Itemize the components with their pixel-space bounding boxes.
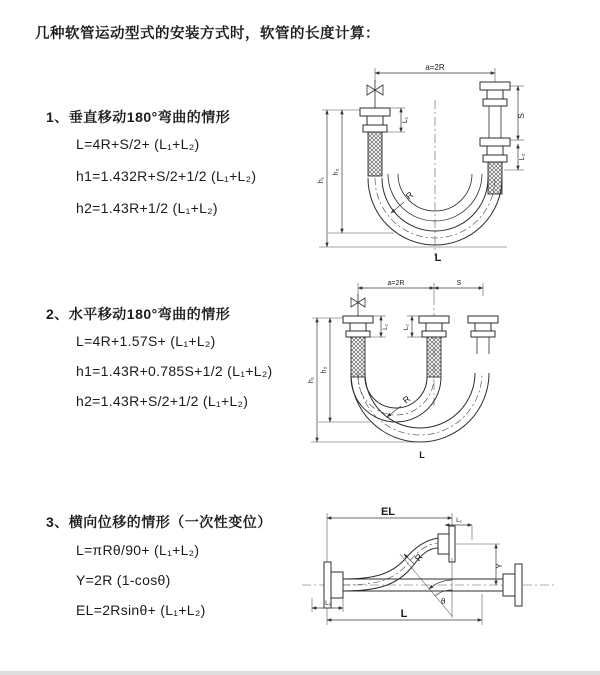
dim-label-a2r: a=2R xyxy=(425,63,445,72)
displaced-flange xyxy=(438,526,455,562)
radius-label: R xyxy=(400,393,413,406)
section-1-heading: 1、垂直移动180°弯曲的情形 xyxy=(46,109,231,125)
dim-label-el: EL xyxy=(380,506,396,518)
dim-label-y: Y xyxy=(495,563,504,569)
diagram-lateral-displacement xyxy=(300,498,598,664)
section-1-formula-h2: h2=1.43R+1/2 (L₁+L₂) xyxy=(76,200,218,216)
middle-flange xyxy=(419,316,449,377)
length-label: L xyxy=(400,608,408,620)
section-2-formula-h1: h1=1.43R+0.785S+1/2 (L₁+L₂) xyxy=(76,363,273,379)
dim-label-h2: h₂ xyxy=(321,366,328,374)
right-upper-flange xyxy=(480,82,510,138)
dim-label-l1: L₁ xyxy=(382,324,389,330)
section-2-formula-l: L=4R+1.57S+ (L₁+L₂) xyxy=(76,333,216,349)
dim-label-l2: L₂ xyxy=(519,153,526,161)
dim-label-a2r: a=2R xyxy=(387,280,405,287)
section-3-formula-el: EL=2Rsinθ+ (L₁+L₂) xyxy=(76,602,206,618)
section-3-formula-l: L=πRθ/90+ (L₁+L₂) xyxy=(76,542,200,558)
dim-label-s: S xyxy=(456,280,462,287)
page-title: 几种软管运动型式的安装方式时，软管的长度计算： xyxy=(35,26,380,42)
dim-label-l2: L₂ xyxy=(403,323,410,331)
radius-label: R xyxy=(403,189,416,202)
diagram-vertical-180-bend xyxy=(312,62,590,264)
dim-label-s: S xyxy=(517,113,526,119)
section-3-heading: 3、横向位移的情形（一次性变位） xyxy=(46,514,272,530)
hose-braid xyxy=(427,337,441,377)
hose-u-bend-moved xyxy=(351,377,441,422)
valve-icon xyxy=(351,294,365,316)
radius-label: R xyxy=(412,551,425,564)
scan-edge xyxy=(0,671,600,675)
right-lower-flange xyxy=(480,138,510,194)
right-flange xyxy=(468,316,498,354)
dim-label-l1-bottom: L₁ xyxy=(325,600,331,607)
hose-s-curve xyxy=(343,538,438,591)
dim-label-l1-top: L₁ xyxy=(456,517,462,524)
section-3-formula-y: Y=2R (1-cosθ) xyxy=(76,572,171,588)
section-1-formula-l: L=4R+S/2+ (L₁+L₂) xyxy=(76,136,200,152)
angle-label: θ xyxy=(441,597,446,606)
right-flange-original xyxy=(503,564,522,606)
hose-braid xyxy=(488,162,502,194)
valve-icon xyxy=(367,80,383,108)
diagram-horizontal-180-bend xyxy=(308,278,594,466)
dim-label-h1: h₁ xyxy=(308,376,315,384)
section-2-heading: 2、水平移动180°弯曲的情形 xyxy=(46,306,231,322)
dim-label-h2: h₂ xyxy=(333,168,340,176)
section-1-formula-h1: h1=1.432R+S/2+1/2 (L₁+L₂) xyxy=(76,168,257,184)
hose-braid xyxy=(368,132,382,176)
radius-construction xyxy=(400,554,452,618)
dim-label-l1: L₁ xyxy=(402,116,409,124)
left-flange xyxy=(343,316,373,377)
section-2-formula-h2: h2=1.43R+S/2+1/2 (L₁+L₂) xyxy=(76,393,249,409)
length-label: L xyxy=(419,450,425,460)
length-label: L xyxy=(434,252,442,264)
hose-u-bend-original xyxy=(351,373,489,442)
hose-braid xyxy=(351,337,365,377)
dim-label-h1: h₁ xyxy=(318,176,325,184)
left-flange xyxy=(360,108,390,176)
